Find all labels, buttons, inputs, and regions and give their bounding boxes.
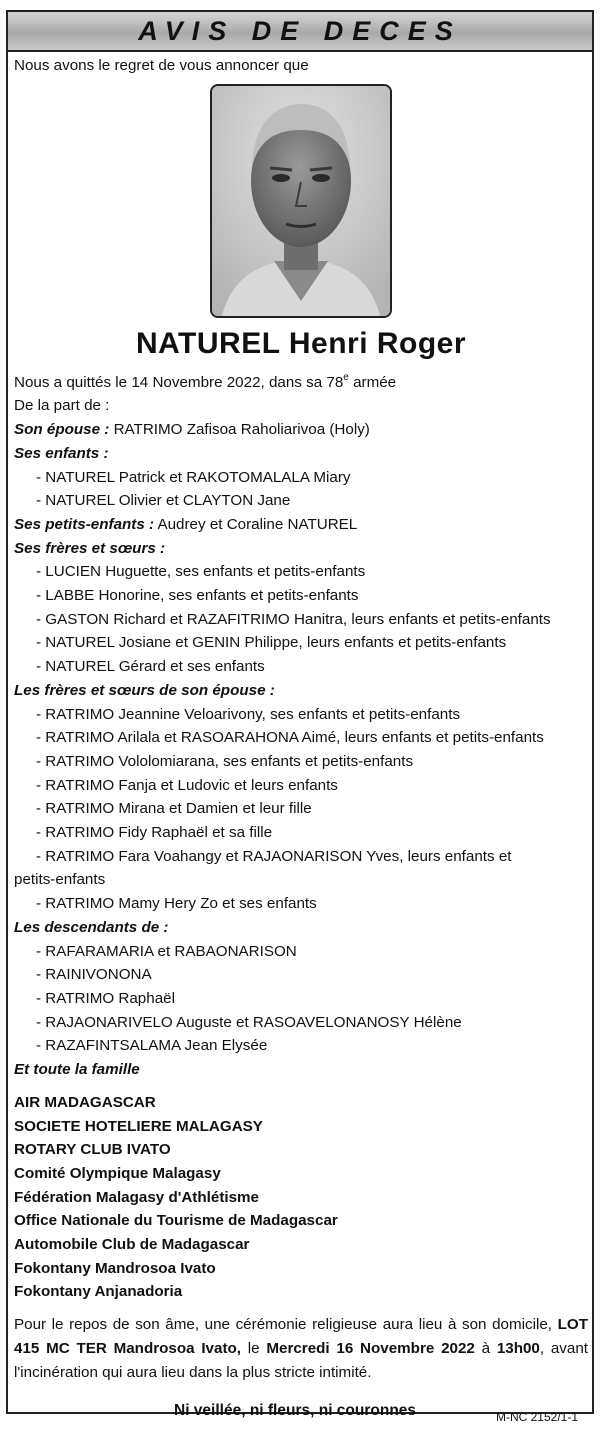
service-text: Pour le repos de son âme, une cérémonie religieuse aura lieu à son domicile, bbox=[14, 1316, 558, 1334]
spouse-sibling-item: - RATRIMO Arilala et RASOARAHONA Aimé, leurs enfants et petits-enfants bbox=[36, 729, 544, 747]
sibling-item: - LUCIEN Huguette, ses enfants et petits-enfants bbox=[36, 563, 366, 581]
deceased-portrait bbox=[210, 84, 392, 318]
notice-body bbox=[14, 54, 588, 1429]
grandchildren-names: Audrey et Coraline NATUREL bbox=[154, 515, 358, 533]
family-line: Et toute la famille bbox=[14, 1061, 140, 1079]
obituary-notice bbox=[6, 10, 594, 1425]
intro-text: Nous avons le regret de vous annoncer que bbox=[14, 57, 309, 74]
sibling-item: - NATUREL Josiane et GENIN Philippe, leurs enfants et petits-enfants bbox=[36, 634, 507, 652]
descendant-item: - RAFARAMARIA et RABAONARISON bbox=[36, 942, 297, 960]
passing-text: Nous a quittés le 14 Novembre 2022, dans sa 78 bbox=[14, 373, 344, 391]
spouse-sibling-item-wrapped bbox=[14, 845, 588, 892]
spouse-sibling-item: - RATRIMO Fanja et Ludovic et leurs enfants bbox=[36, 776, 338, 794]
descendants-heading: Les descendants de : bbox=[14, 918, 169, 936]
spouse-sibling-item: - RATRIMO Mirana et Damien et leur fille bbox=[36, 800, 312, 818]
reference-code: M-NC 2152/1-1 bbox=[495, 1410, 578, 1425]
spouse-sibling-item: - RATRIMO Fidy Raphaël et sa fille bbox=[36, 824, 273, 842]
organization-name: Fokontany Anjanadoria bbox=[14, 1283, 183, 1301]
title-banner bbox=[8, 12, 592, 52]
service-date: Mercredi 16 Novembre 2022 bbox=[266, 1339, 475, 1357]
organizations-list bbox=[14, 1091, 588, 1304]
service-text: le bbox=[241, 1339, 267, 1357]
sibling-item: - NATUREL Gérard et ses enfants bbox=[36, 658, 265, 676]
descendant-item: - RATRIMO Raphaël bbox=[36, 989, 175, 1007]
banner-title: AVIS DE DECES bbox=[138, 15, 462, 46]
service-time: 13h00 bbox=[496, 1339, 540, 1357]
child-item: - NATUREL Olivier et CLAYTON Jane bbox=[36, 492, 291, 510]
organization-name: Office Nationale du Tourisme de Madagascar bbox=[14, 1212, 338, 1230]
wrapped-item-first: - RATRIMO Fara Voahangy et RAJAONARISON Yves, leurs enfants et bbox=[36, 847, 512, 865]
descendant-item: - RAINIVONONA bbox=[36, 966, 152, 984]
closing-statement: Ni veillée, ni fleurs, ni couronnes bbox=[174, 1402, 417, 1420]
siblings-heading: Ses frères et sœurs : bbox=[14, 539, 166, 557]
organization-name: Fokontany Mandrosoa Ivato bbox=[14, 1259, 216, 1277]
spouse-sibling-item: - RATRIMO Mamy Hery Zo et ses enfants bbox=[36, 895, 317, 913]
organization-name: Comité Olympique Malagasy bbox=[14, 1164, 221, 1182]
service-address: LOT 415 MC TER Mandrosoa Ivato, bbox=[14, 1316, 588, 1357]
from-line: De la part de : bbox=[14, 397, 110, 415]
descendant-item: - RAZAFINTSALAMA Jean Elysée bbox=[36, 1037, 268, 1055]
children-heading: Ses enfants : bbox=[14, 444, 109, 462]
organization-name: SOCIETE HOTELIERE MALAGASY bbox=[14, 1117, 263, 1135]
spouse-name: RATRIMO Zafisoa Raholiarivoa (Holy) bbox=[109, 421, 370, 439]
spouse-sibling-item: - RATRIMO Jeannine Veloarivony, ses enfants et petits-enfants bbox=[36, 705, 461, 723]
organization-name: ROTARY CLUB IVATO bbox=[14, 1141, 171, 1159]
descendant-item: - RAJAONARIVELO Auguste et RASOAVELONANOSY Hélène bbox=[36, 1013, 462, 1031]
spouse-sibling-item: - RATRIMO Vololomiarana, ses enfants et petits-enfants bbox=[36, 752, 414, 770]
service-text: à bbox=[474, 1339, 497, 1357]
organization-name: Automobile Club de Madagascar bbox=[14, 1236, 250, 1254]
organization-name: AIR MADAGASCAR bbox=[14, 1093, 156, 1111]
notice-footer bbox=[14, 1399, 588, 1429]
deceased-name: NATUREL Henri Roger bbox=[135, 326, 467, 360]
spouse-label: Son épouse : bbox=[14, 421, 110, 439]
passing-statement bbox=[14, 366, 588, 395]
wrapped-item-second: petits-enfants bbox=[14, 871, 106, 889]
spouse-siblings-heading: Les frères et sœurs de son épouse : bbox=[14, 681, 275, 699]
ordinal-suffix: e bbox=[343, 371, 349, 383]
service-text: , avant l'incinération qui aura lieu dans la plus stricte intimité. bbox=[14, 1339, 589, 1381]
grandchildren-label: Ses petits-enfants : bbox=[14, 515, 155, 533]
spouse-line bbox=[14, 418, 588, 442]
service-details bbox=[14, 1313, 588, 1384]
child-item: - NATUREL Patrick et RAKOTOMALALA Miary bbox=[36, 468, 351, 486]
organization-name: Fédération Malagasy d'Athlétisme bbox=[14, 1188, 259, 1206]
grandchildren-line bbox=[14, 513, 588, 537]
sibling-item: - GASTON Richard et RAZAFITRIMO Hanitra, leurs enfants et petits-enfants bbox=[36, 610, 551, 628]
passing-text-end: armée bbox=[348, 373, 397, 391]
sibling-item: - LABBE Honorine, ses enfants et petits-enfants bbox=[36, 587, 359, 605]
portrait-image bbox=[212, 86, 390, 316]
